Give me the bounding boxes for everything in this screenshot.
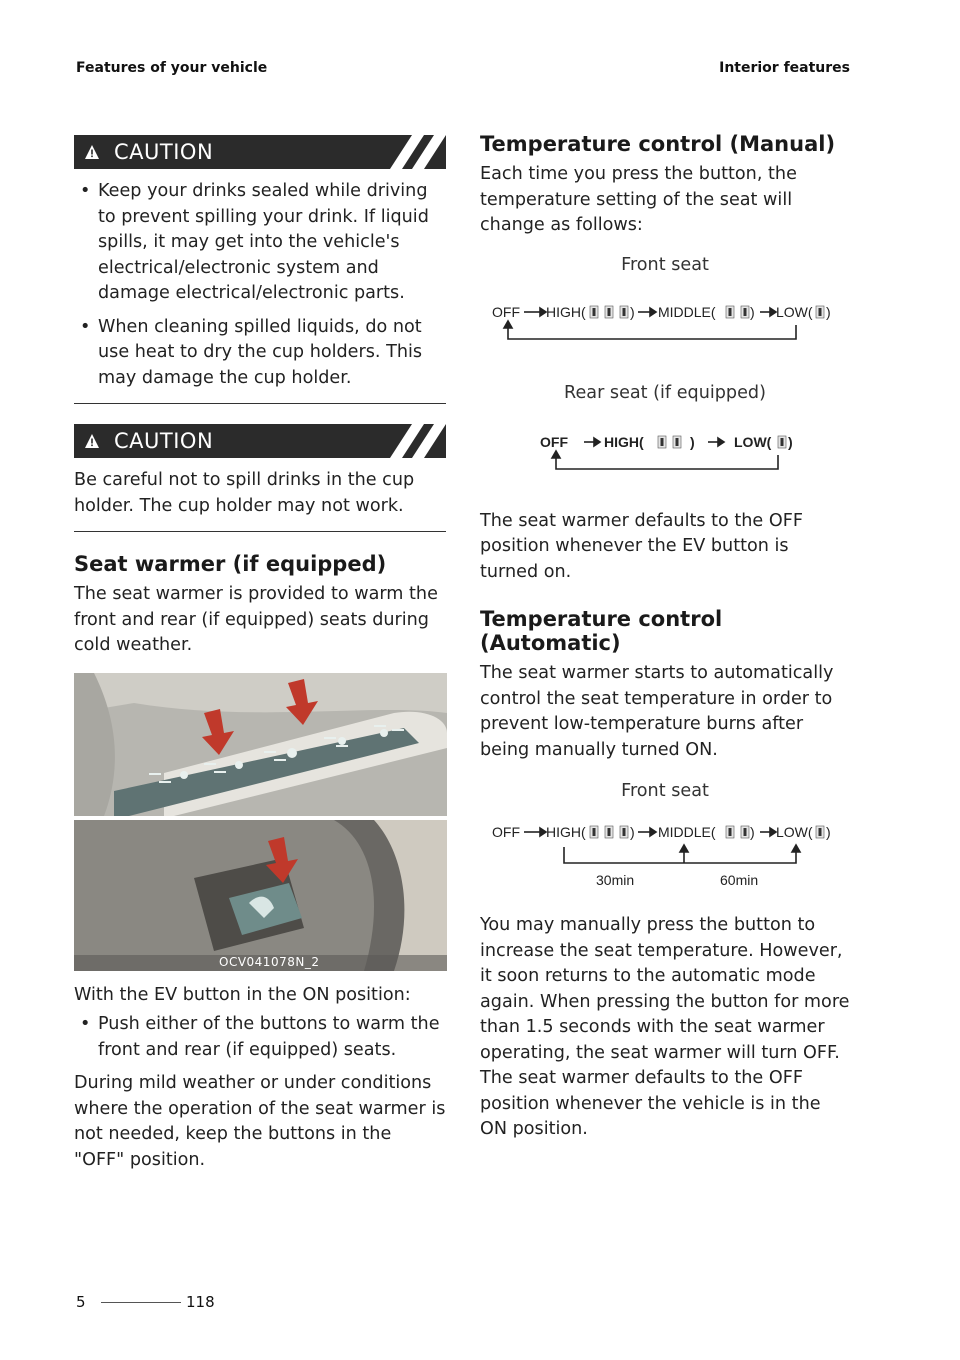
time-label-60min: 60min (720, 872, 759, 888)
diagram-caption: Front seat (621, 781, 709, 801)
svg-text:): ) (630, 824, 635, 840)
warning-triangle-icon (84, 433, 100, 449)
caution-banner (74, 135, 446, 169)
divider (74, 403, 446, 404)
banner-slash-decoration (382, 135, 446, 169)
operation-list (74, 1012, 446, 1063)
middle-label: MIDDLE( (658, 824, 716, 840)
right-column (480, 132, 850, 1143)
seat-warmer-photo (74, 673, 447, 971)
diagram-caption: Rear seat (if equipped) (564, 382, 766, 403)
high-label: HIGH( (604, 433, 644, 450)
svg-text:): ) (750, 824, 755, 840)
low-label: LOW( (776, 824, 813, 840)
caution-bullet: • When cleaning spilled liquids, do not use heat to dry the cup holders. This may damage the cup holder. (74, 315, 446, 392)
svg-text:): ) (750, 303, 755, 320)
section-heading: Temperature control (Automatic) (480, 607, 723, 655)
operation-bullet: • Push either of the buttons to warm the front and rear (if equipped) seats. (74, 1012, 446, 1063)
low-label: LOW( (734, 433, 772, 450)
svg-text:): ) (630, 303, 635, 320)
svg-text:): ) (826, 303, 831, 320)
section-intro: The seat warmer starts to automatically control the seat temperature in order to prevent low-temperature burns after being manually turned ON. (480, 663, 834, 760)
high-label: HIGH( (546, 824, 586, 840)
section-heading: Temperature control (Manual) (480, 132, 836, 156)
running-header-section: Interior features (719, 60, 850, 76)
running-header-chapter: Features of your vehicle (76, 60, 268, 76)
manual-front-seat-diagram (480, 301, 850, 371)
caution-title: CAUTION (114, 140, 214, 164)
svg-text:): ) (788, 433, 793, 450)
divider (74, 531, 446, 532)
image-code: OCV041078N_2 (219, 954, 320, 969)
ev-button-note: With the EV button in the ON position: (74, 984, 411, 1005)
automatic-note: You may manually press the button to increase the seat temperature. However, it soon returns to the automatic mode again. When pressing the button for more than 1.5 seconds with the seat warmer operating, the seat warmer will turn OFF. The seat warmer defaults to the OFF position whenever the vehicle is in the ON position. (480, 915, 850, 1139)
footer-rule (101, 1302, 181, 1303)
svg-text:): ) (826, 824, 831, 840)
section-intro: The seat warmer is provided to warm the front and rear (if equipped) seats during cold weather. (74, 584, 438, 655)
off-label: OFF (540, 433, 568, 450)
time-label-30min: 30min (596, 872, 635, 888)
manual-rear-seat-diagram (480, 423, 850, 489)
low-label: LOW( (776, 303, 813, 320)
banner-slash-decoration (382, 424, 446, 458)
left-column (74, 135, 446, 1173)
off-label: OFF (492, 303, 520, 320)
diagram-caption: Front seat (621, 254, 709, 275)
automatic-front-seat-diagram (480, 821, 850, 901)
mild-weather-note: During mild weather or under conditions where the operation of the seat warmer is not needed, keep the buttons in the "OFF" position. (74, 1073, 446, 1170)
middle-label: MIDDLE( (658, 303, 716, 320)
caution-bullet: • Keep your drinks sealed while driving to prevent spilling your drink. If liquid spills, it may get into the vehicle's electrical/electronic system and damage electrical/electronic parts. (74, 179, 446, 307)
footer-page-number: 118 (186, 1293, 215, 1311)
caution-list (74, 179, 446, 391)
section-heading: Seat warmer (if equipped) (74, 552, 387, 576)
off-label: OFF (492, 824, 520, 840)
footer-section-number: 5 (76, 1293, 86, 1311)
caution-banner (74, 424, 446, 458)
manual-default-note: The seat warmer defaults to the OFF position whenever the EV button is turned on. (480, 510, 803, 582)
section-intro: Each time you press the button, the temperature setting of the seat will change as follows: (480, 164, 797, 235)
high-label: HIGH( (546, 303, 586, 320)
caution-title: CAUTION (114, 429, 214, 453)
warning-triangle-icon (84, 144, 100, 160)
caution-text: Be careful not to spill drinks in the cup holder. The cup holder may not work. (74, 470, 415, 516)
svg-text:): ) (690, 433, 695, 450)
